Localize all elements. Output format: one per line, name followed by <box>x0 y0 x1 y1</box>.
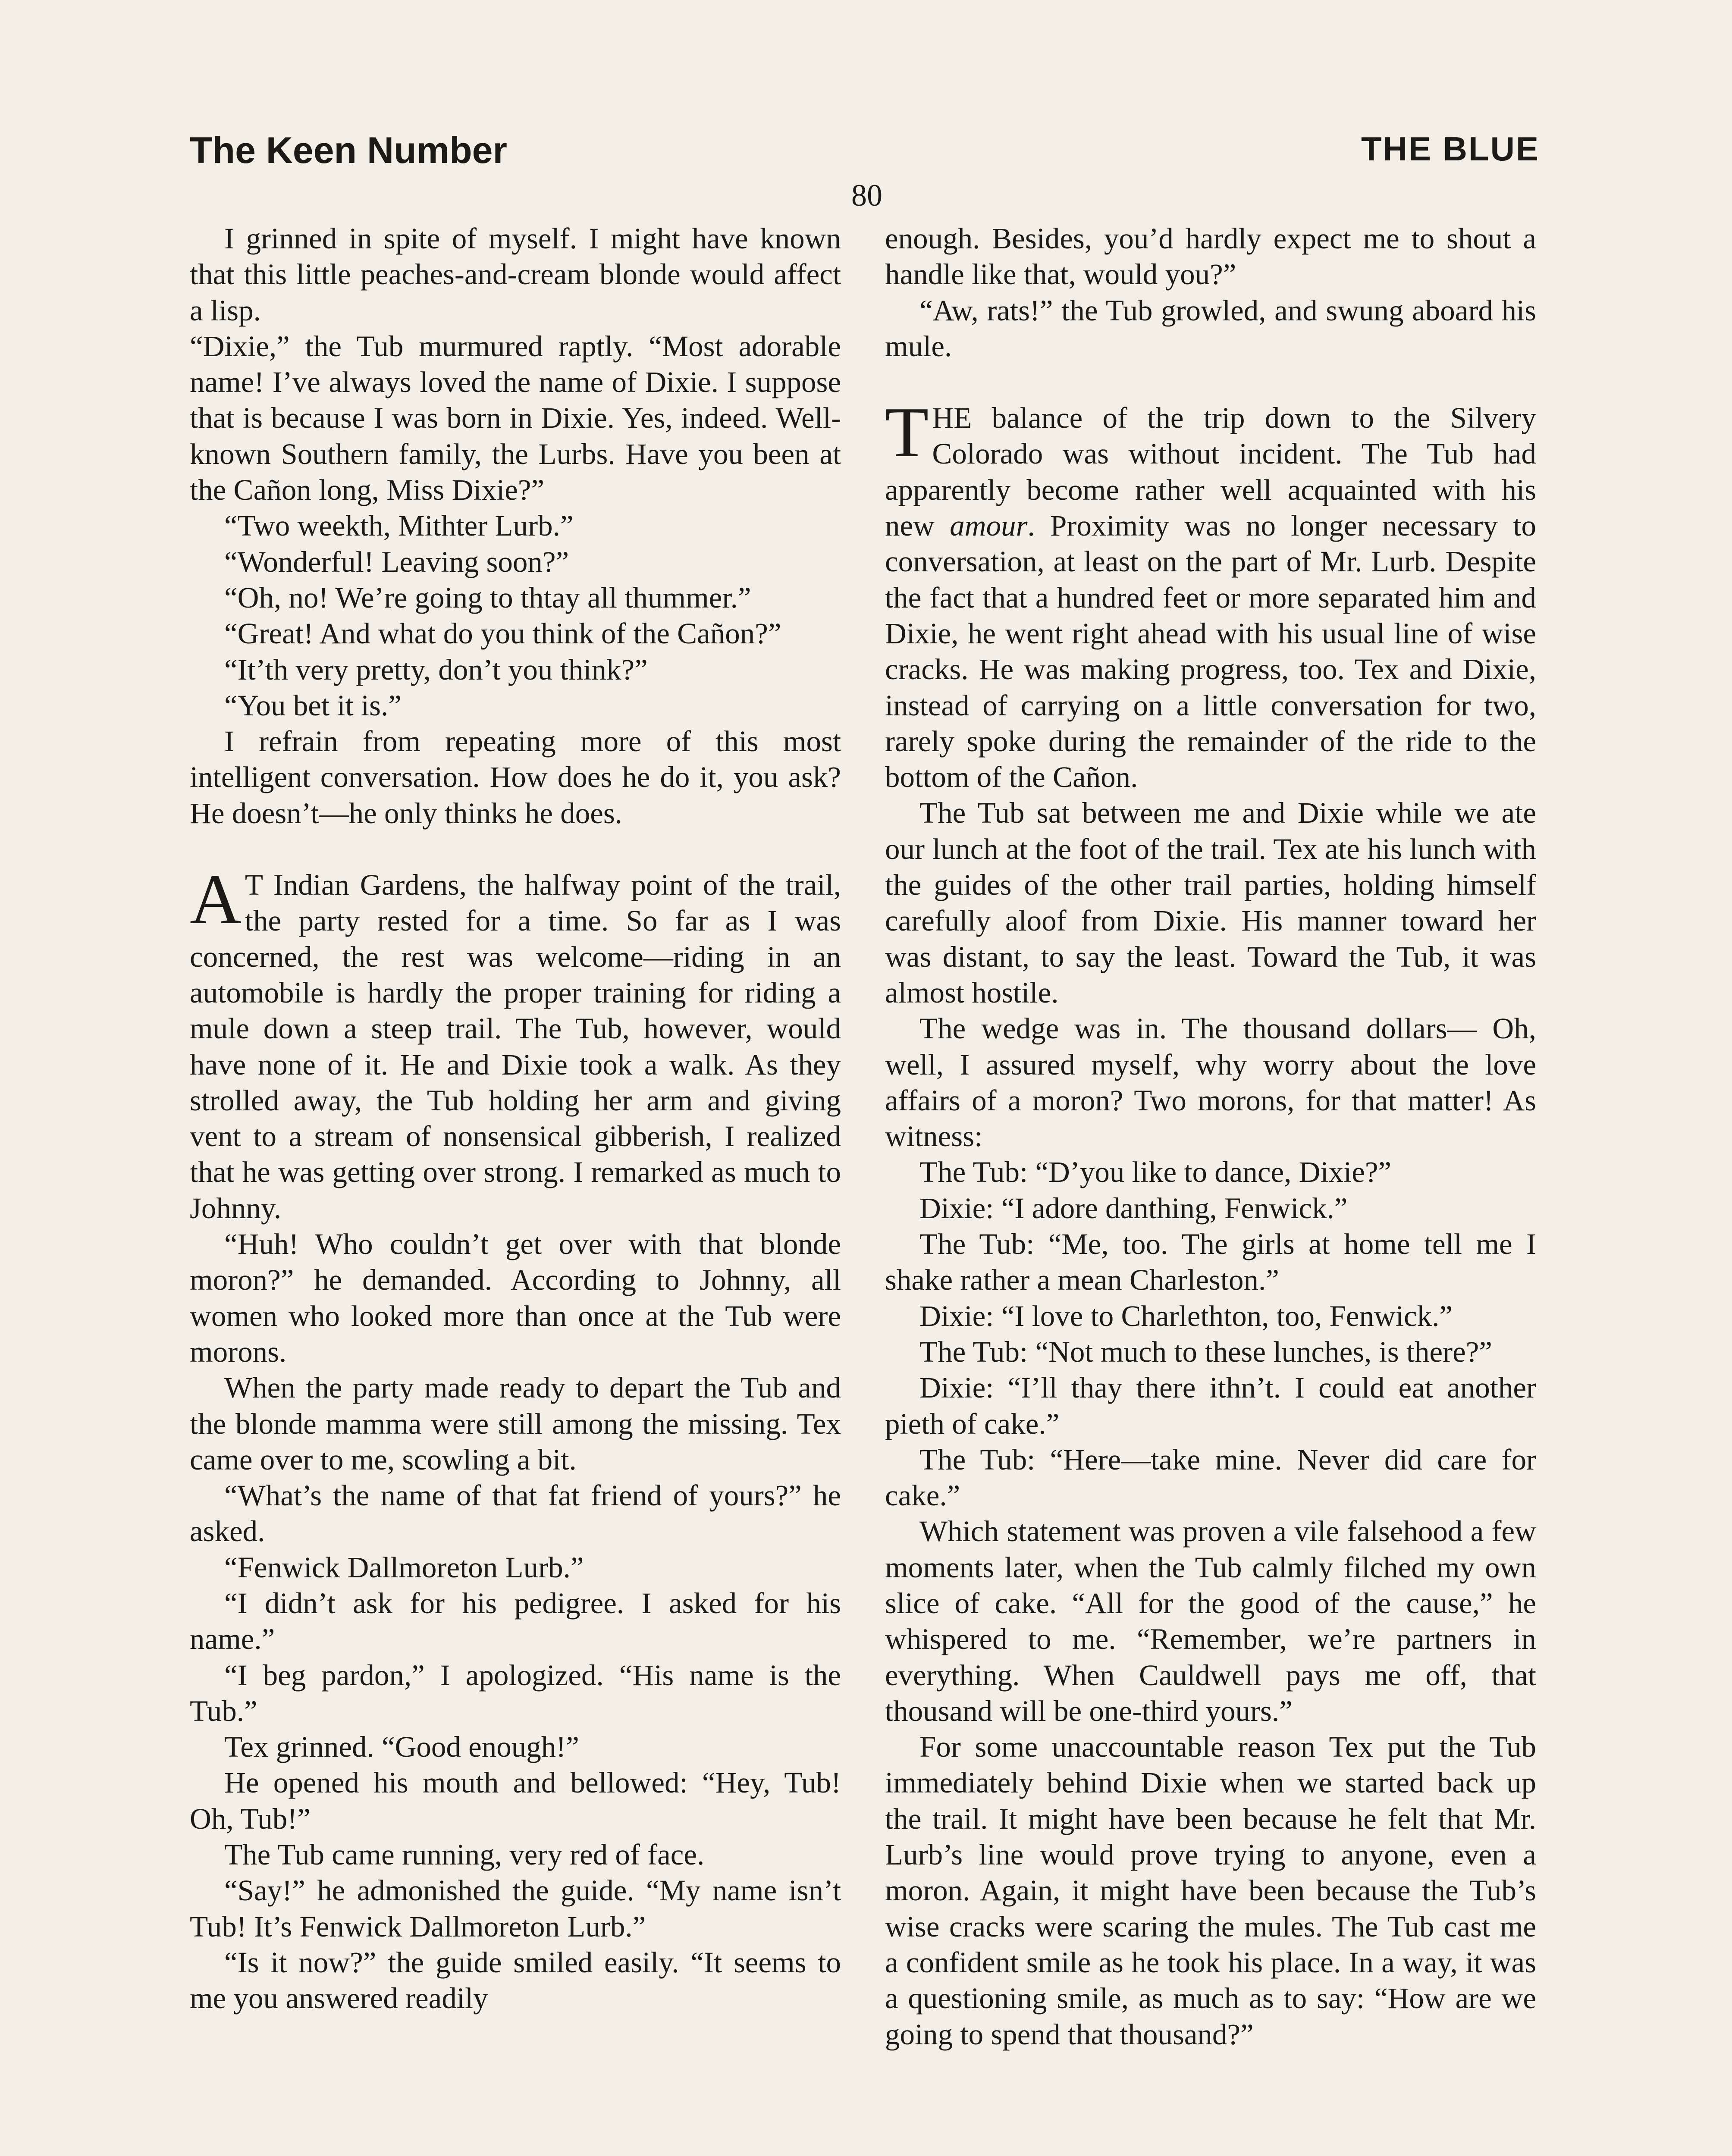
paragraph: Tex grinned. “Good enough!” <box>224 1730 579 1764</box>
paragraph: “Two weekth, Mithter Lurb.” <box>224 509 574 542</box>
paragraph: The wedge was in. The thousand dollars— Oh, well, I assured myself, why worry about the love affairs of a moron? Two morons, for that matter! As witness: <box>885 1012 1536 1153</box>
paragraph: Dixie: “I adore danthing, Fenwick.” <box>919 1191 1348 1225</box>
paragraph: I grinned in spite of myself. I might have known that this little peaches-and-cream blonde would affect a lisp. <box>190 222 841 327</box>
paragraph: When the party made ready to depart the Tub and the blonde mamma were still among the missing. Tex came over to me, scowling a bit. <box>190 1371 841 1476</box>
paragraph-text: T Indian Gardens, the halfway point of the trail, the party rested for a time. So far as I was concerned, the rest was welcome—riding in an automobile is hardly the proper training for riding a mule down a steep trail. The Tub, however, would have none of it. He and Dixie took a walk. As they strolled away, the Tub holding her arm and giving vent to a stream of nonsensical gibberish, I realized that he was getting over strong. I remarked as much to Johnny. <box>190 868 841 1225</box>
paragraph: The Tub sat between me and Dixie while we ate our lunch at the foot of the trail. Tex ate his lunch with the guides of the other trail parties, holding himself carefully aloof from Dixie. His manner toward her was distant, to say the least. Toward the Tub, it was almost hostile. <box>885 796 1536 1009</box>
paragraph: I refrain from repeating more of this most intelligent conversation. How does he do it, you ask? He doesn’t—he only thinks he does. <box>190 725 841 830</box>
paragraph: Which statement was proven a vile falsehood a few moments later, when the Tub calmly filched my own slice of cake. “All for the good of the cause,” he whispered to me. “Remember, we’re partners in everything. When Cauldwell pays me off, that thousand will be one-third yours.” <box>885 1515 1536 1727</box>
italic-word: amour <box>950 509 1028 542</box>
page-number: 80 <box>851 178 882 213</box>
paragraph: “You bet it is.” <box>224 689 402 722</box>
paragraph: “Great! And what do you think of the Cañon?” <box>224 617 781 650</box>
running-head-magazine: THE BLUE <box>1361 130 1540 168</box>
paragraph: For some unaccountable reason Tex put the Tub immediately behind Dixie when we started back up the trail. It might have been because he felt that Mr. Lurb’s line would prove trying to anyone, even a moron. Again, it might have been because the Tub’s wise cracks were scaring the mules. The Tub cast me a confident smile as he took his place. In a way, it was a questioning smile, as much as to say: “How are we going to spend that thousand?” <box>885 1730 1536 2051</box>
paragraph: “Aw, rats!” the Tub growled, and swung aboard his mule. <box>885 294 1536 363</box>
right-text-column <box>885 221 1536 2156</box>
paragraph: The Tub: “D’you like to dance, Dixie?” <box>919 1156 1392 1189</box>
running-head-title: The Keen Number <box>190 130 507 171</box>
paragraph: He opened his mouth and bellowed: “Hey, Tub! Oh, Tub!” <box>190 1766 841 1835</box>
paragraph: The Tub: “Here—take mine. Never did care for cake.” <box>885 1443 1536 1512</box>
paragraph: The Tub: “Not much to these lunches, is there?” <box>919 1335 1492 1368</box>
paragraph: Dixie: “I’ll thay there ithn’t. I could eat another pieth of cake.” <box>885 1371 1536 1440</box>
paragraph: The Tub: “Me, too. The girls at home tell me I shake rather a mean Charleston.” <box>885 1228 1536 1297</box>
section-opening-paragraph <box>190 859 841 1226</box>
paragraph: “I didn’t ask for his pedigree. I asked for his name.” <box>190 1586 841 1656</box>
paragraph: “Huh! Who couldn’t get over with that blonde moron?” he demanded. According to Johnny, all women who looked more than once at the Tub were morons. <box>190 1228 841 1368</box>
paragraph-text: . Proximity was no longer necessary to conversation, at least on the part of Mr. Lurb. Despite the fact that a hundred feet or more separated him and Dixie, he went right ahead with his usual line of wise cracks. He was making progress, too. Tex and Dixie, instead of carrying on a little conversation for two, rarely spoke during the remainder of the ride to the bottom of the Cañon. <box>885 509 1536 794</box>
paragraph: “Oh, no! We’re going to thtay all thummer.” <box>224 581 751 614</box>
paragraph: enough. Besides, you’d hardly expect me to shout a handle like that, would you?” <box>885 222 1536 291</box>
paragraph: “Wonderful! Leaving soon?” <box>224 545 569 578</box>
paragraph: Dixie: “I love to Charlethton, too, Fenwick.” <box>919 1299 1453 1332</box>
paragraph: “Fenwick Dallmoreton Lurb.” <box>224 1551 584 1584</box>
section-opening-paragraph <box>885 392 1536 795</box>
paragraph: The Tub came running, very red of face. <box>224 1838 705 1871</box>
paragraph: “Say!” he admonished the guide. “My name isn’t Tub! It’s Fenwick Dallmoreton Lurb.” <box>190 1874 841 1943</box>
paragraph: “What’s the name of that fat friend of yours?” he asked. <box>190 1479 841 1548</box>
drop-cap: A <box>190 859 242 939</box>
left-text-column <box>190 221 841 2156</box>
paragraph: “I beg pardon,” I apologized. “His name is the Tub.” <box>190 1658 841 1727</box>
drop-cap: T <box>885 392 929 472</box>
paragraph: “Dixie,” the Tub murmured raptly. “Most adorable name! I’ve always loved the name of Dixie. I suppose that is because I was born in Dixie. Yes, indeed. Well-known Southern family, the Lurbs. Have you been at the Cañon long, Miss Dixie?” <box>190 329 841 507</box>
paragraph-text: HE balance of the trip down to the Silvery Colorado was without incident. The Tub had apparently become rather well acquainted with his new <box>885 401 1536 542</box>
paragraph: “Is it now?” the guide smiled easily. “It seems to me you answered readily <box>190 1946 841 2015</box>
paragraph: “It’th very pretty, don’t you think?” <box>224 653 648 686</box>
